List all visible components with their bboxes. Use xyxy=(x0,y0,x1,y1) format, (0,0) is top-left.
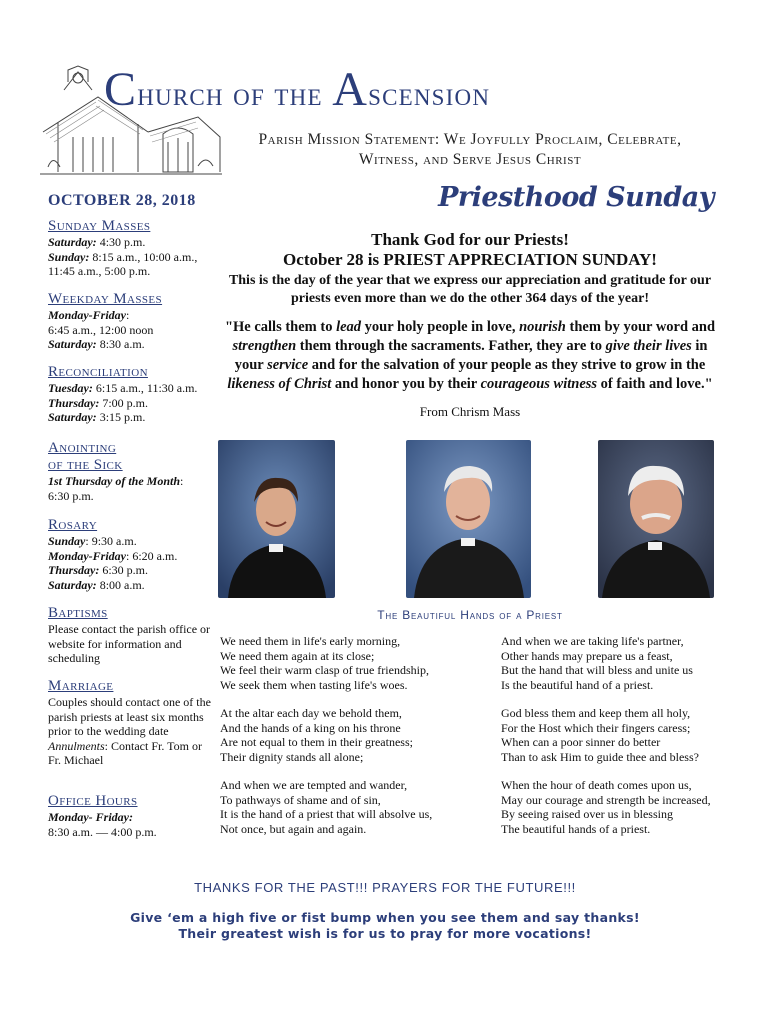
office-hours-section: Office Hours Monday- Friday: 8:30 a.m. — 4:00 p.m. xyxy=(48,793,216,839)
mission-statement xyxy=(230,130,710,170)
closing-line-2: Their greatest wish is for us to pray for more vocations! xyxy=(178,926,592,941)
baptisms-section: Baptisms Please contact the parish office or website for information and scheduling xyxy=(48,605,216,666)
occasion-title: Priesthood Sunday xyxy=(438,182,714,213)
anointing-section: Anointing of the Sick 1st Thursday of the Month: 6:30 p.m. xyxy=(48,440,216,503)
section-title: Office Hours xyxy=(48,793,138,809)
quote-attribution: From Chrism Mass xyxy=(419,404,521,419)
mission-line-1: Parish Mission Statement: We Joyfully Proclaim, Celebrate, xyxy=(258,131,682,148)
main-article xyxy=(218,230,722,420)
thanks-banner: THANKS FOR THE PAST!!! PRAYERS FOR THE FUTURE!!! xyxy=(194,880,576,895)
poem-stanza: We need them in life's early morning, We need them again at its close; We feel their warm clasp of true friendship, We seek them when tasting life's woes. xyxy=(220,634,429,692)
bulletin-date: OCTOBER 28, 2018 xyxy=(48,192,196,209)
poem-title: The Beautiful Hands of a Priest xyxy=(377,608,563,622)
poem-stanza: And when we are tempted and wander, To pathways of shame and of sin, It is the hand of a priest that will absolve us, Not once, but again and again. xyxy=(220,778,433,836)
section-title: Weekday Masses xyxy=(48,291,163,307)
poem-column-right xyxy=(501,634,711,850)
priest-photo-3 xyxy=(598,440,714,598)
heading-appreciation-sunday: October 28 is PRIEST APPRECIATION SUNDAY! xyxy=(283,250,657,269)
sunday-masses-section: Sunday Masses Saturday: 4:30 p.m. Sunday: 8:15 a.m., 10:00 a.m., 11:45 a.m., 5:00 p.m. xyxy=(48,218,216,279)
section-title-line2: of the Sick xyxy=(48,457,123,473)
rosary-section: Rosary Sunday: 9:30 a.m. Monday-Friday: 6:20 a.m. Thursday: 6:30 p.m. Saturday: 8:00 a.m. xyxy=(48,517,216,592)
weekday-masses-section: Weekday Masses Monday-Friday: 6:45 a.m., 12:00 noon Saturday: 8:30 a.m. xyxy=(48,291,216,352)
chrism-mass-quote: "He calls them to lead your holy people in love, nourish them by your word and strengthen them through the sacraments. Father, they are to give their lives in your service and for the salvation of your people as they strive to grow in the likeness of Christ and honor you by their courageous witness of faith and love." xyxy=(224,319,716,392)
mission-line-2: Witness, and Serve Jesus Christ xyxy=(358,151,582,168)
poem-stanza: At the altar each day we behold them, And the hands of a king on his throne Are not equal to them in their greatness; Their dignity stands all alone; xyxy=(220,706,413,764)
church-title: Church of the Ascension xyxy=(104,63,491,116)
poem-column-left xyxy=(220,634,432,850)
closing-message xyxy=(0,910,770,942)
section-title: Anointing xyxy=(48,440,117,456)
priest-photo-2 xyxy=(406,440,531,598)
section-title: Reconciliation xyxy=(48,364,148,380)
closing-line-1: Give ‘em a high five or fist bump when you see them and say thanks! xyxy=(130,910,640,925)
intro-paragraph: This is the day of the year that we express our appreciation and gratitude for our priests even more than we do the other 364 days of the year! xyxy=(228,273,712,306)
poem-stanza: When the hour of death comes upon us, May our courage and strength be increased, By seeing raised over us in blessing The beautiful hands of a priest. xyxy=(501,778,711,836)
priest-photo-1 xyxy=(218,440,335,598)
section-title: Marriage xyxy=(48,678,114,694)
section-title: Rosary xyxy=(48,517,98,533)
marriage-section: Marriage Couples should contact one of the parish priests at least six months prior to the wedding date Annulments: Contact Fr. Tom or Fr. Michael xyxy=(48,678,216,768)
reconciliation-section: Reconciliation Tuesday: 6:15 a.m., 11:30 a.m. Thursday: 7:00 p.m. Saturday: 3:15 p.m. xyxy=(48,364,216,425)
section-title: Baptisms xyxy=(48,605,108,621)
poem-stanza: And when we are taking life's partner, Other hands may prepare us a feast, But the hand that will bless and unite us Is the beautiful hand of a priest. xyxy=(501,634,693,692)
heading-thank-god: Thank God for our Priests! xyxy=(371,230,569,249)
section-title: Sunday Masses xyxy=(48,218,151,234)
poem-stanza: God bless them and keep them all holy, For the Host which their fingers caress; When can a poor sinner do better Than to ask Him to guide thee and bless? xyxy=(501,706,699,764)
